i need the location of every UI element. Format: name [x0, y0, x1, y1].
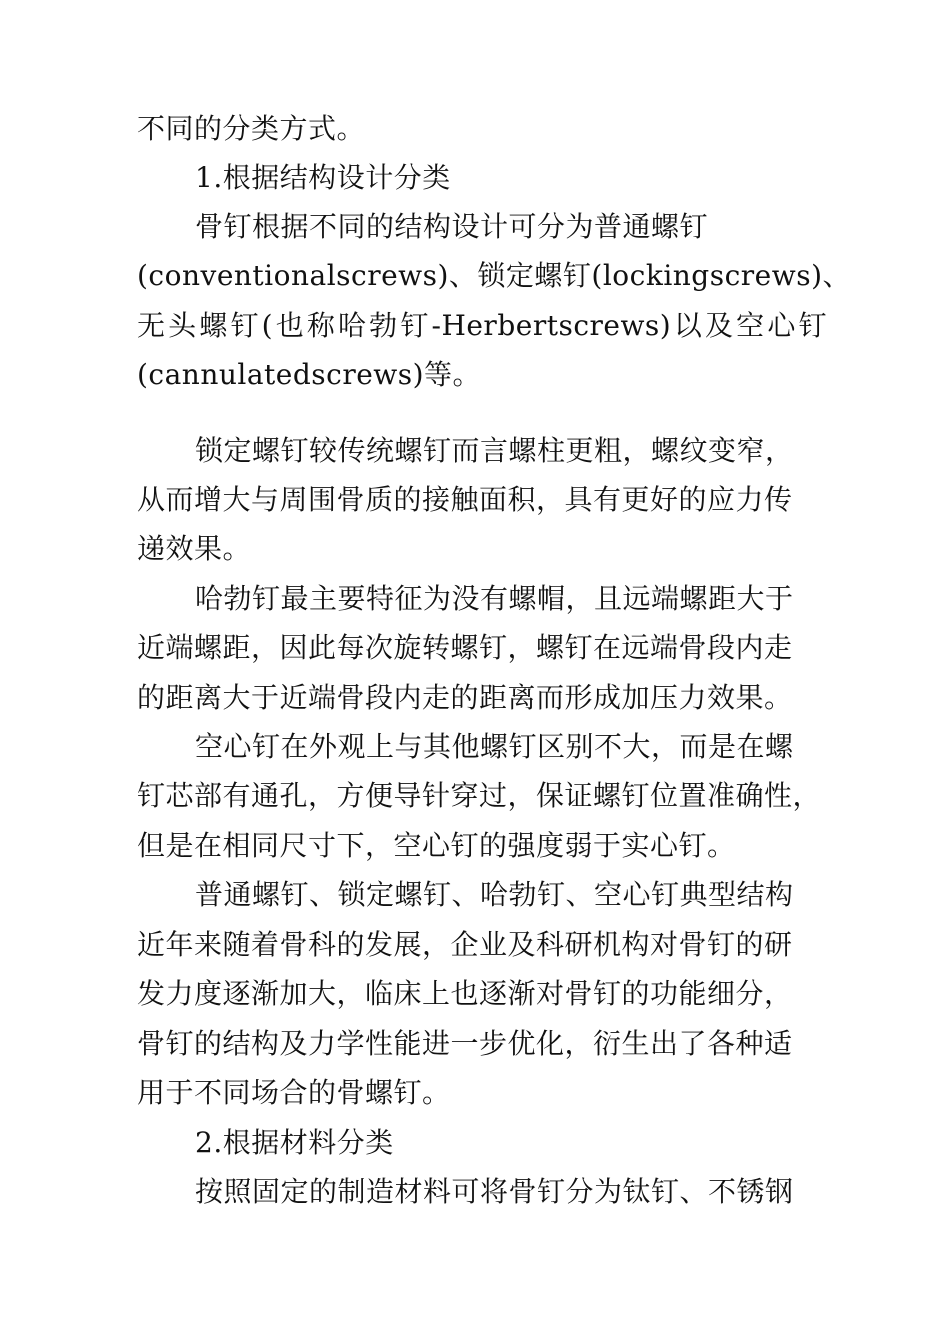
- paragraph-line: (cannulatedscrews)等。: [137, 358, 482, 391]
- paragraph-line: 骨钉根据不同的结构设计可分为普通螺钉: [195, 210, 709, 243]
- paragraph-line: 空心钉在外观上与其他螺钉区别不大，而是在螺: [195, 730, 794, 763]
- paragraph-line: 近年来随着骨科的发展，企业及科研机构对骨钉的研: [137, 928, 793, 961]
- paragraph-line: 哈勃钉最主要特征为没有螺帽，且远端螺距大于: [195, 582, 794, 615]
- paragraph-line: 不同的分类方式。: [137, 112, 366, 145]
- paragraph-line: 递效果。: [137, 532, 252, 565]
- paragraph-line: 锁定螺钉较传统螺钉而言螺柱更粗，螺纹变窄，: [195, 434, 794, 467]
- paragraph-line: 钉芯部有通孔，方便导针穿过，保证螺钉位置准确性，: [137, 779, 822, 812]
- paragraph-line: 的距离大于近端骨段内走的距离而形成加压力效果。: [137, 681, 793, 714]
- paragraph-line: 发力度逐渐加大，临床上也逐渐对骨钉的功能细分，: [137, 977, 793, 1010]
- section-heading: 1.根据结构设计分类: [195, 161, 451, 194]
- paragraph-line: 普通螺钉、锁定螺钉、哈勃钉、空心钉典型结构: [195, 878, 794, 911]
- section-heading: 2.根据材料分类: [195, 1126, 394, 1159]
- paragraph-line: 无头螺钉(也称哈勃钉-Herbertscrews)以及空心钉: [137, 309, 827, 342]
- paragraph-line: 骨钉的结构及力学性能进一步优化，衍生出了各种适: [137, 1027, 793, 1060]
- paragraph-line: 按照固定的制造材料可将骨钉分为钛钉、不锈钢: [195, 1175, 794, 1208]
- paragraph-line: 用于不同场合的骨螺钉。: [137, 1076, 451, 1109]
- paragraph-line: 但是在相同尺寸下，空心钉的强度弱于实心钉。: [137, 829, 736, 862]
- paragraph-line: 近端螺距，因此每次旋转螺钉，螺钉在远端骨段内走: [137, 631, 793, 664]
- paragraph-line: (conventionalscrews)、锁定螺钉(lockingscrews)、: [137, 259, 851, 292]
- paragraph-line: 从而增大与周围骨质的接触面积，具有更好的应力传: [137, 483, 793, 516]
